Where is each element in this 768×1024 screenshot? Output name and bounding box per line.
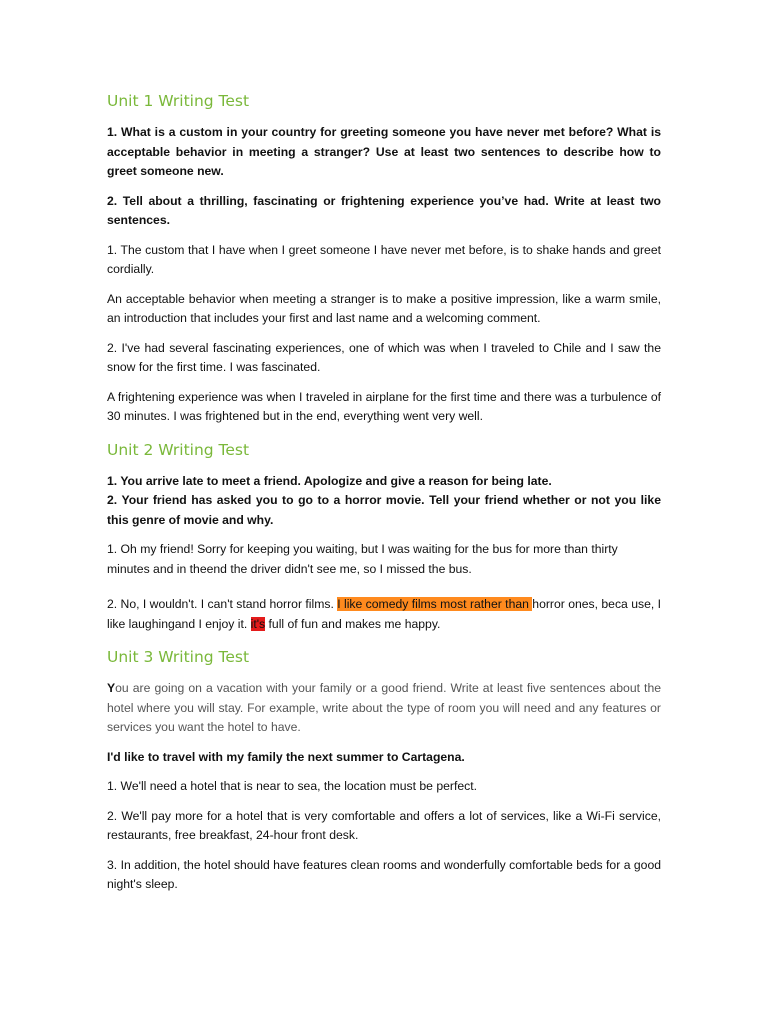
unit1-question2: 2. Tell about a thrilling, fascinating or frightening experience you’ve had. Write at least two sentences. xyxy=(107,193,661,227)
highlight-red: it's xyxy=(250,616,266,631)
unit2-question2: 2. Your friend has asked you to go to a horror movie. Tell your friend whether or not you like this genre of movie and why. xyxy=(107,493,661,527)
highlight-orange: I like comedy films most rather than xyxy=(337,597,533,611)
unit1-title: Unit 1 Writing Test xyxy=(107,92,250,110)
unit2-answer2-part2: horror ones, beca use, I like laughingand I enjoy it. xyxy=(107,597,662,631)
unit2-section xyxy=(107,437,661,635)
document-page xyxy=(107,88,661,905)
unit1-answer1b: An acceptable behavior when meeting a stranger is to make a positive impression, like a warm smile, an introduction that includes your first and last name and a welcoming comment. xyxy=(107,291,661,325)
unit3-answer1: 1. We'll need a hotel that is near to sea, the location must be perfect. xyxy=(107,779,477,793)
unit1-answer1a: 1. The custom that I have when I greet someone I have never met before, is to shake hands and greet cordially. xyxy=(107,242,661,276)
unit2-questions xyxy=(107,472,661,531)
unit2-title: Unit 2 Writing Test xyxy=(107,440,250,459)
unit2-answer2-part3: full of fun and makes me happy. xyxy=(265,616,441,631)
unit2-question1: 1. You arrive late to meet a friend. Apologize and give a reason for being late. xyxy=(107,473,552,488)
unit3-prompt xyxy=(107,679,661,738)
unit3-title: Unit 3 Writing Test xyxy=(107,648,250,666)
unit1-answer2a: 2. I've had several fascinating experiences, one of which was when I traveled to Chile and I saw the snow for the first time. I was fascinated. xyxy=(107,340,661,374)
unit3-intro: I'd like to travel with my family the next summer to Cartagena. xyxy=(107,749,465,764)
unit3-prompt-text: ou are going on a vacation with your family or a good friend. Write at least five sentences about the hotel where you will stay. For example, write about the type of room you will need and any features or services you want the hotel to have. xyxy=(107,681,661,734)
unit2-answer2-part1: 2. No, I wouldn't. I can't stand horror films. xyxy=(107,597,338,611)
unit3-answer3: 3. In addition, the hotel should have features clean rooms and wonderfully comfortable beds for a good night's sleep. xyxy=(107,857,661,891)
unit3-prompt-first-letter: Y xyxy=(107,681,116,695)
unit3-section xyxy=(107,644,661,895)
unit2-answer1: 1. Oh my friend! Sorry for keeping you waiting, but I was waiting for the bus for more than thirty minutes and in theend the driver didn't see me, so I missed the bus. xyxy=(107,542,618,576)
unit1-question1: 1. What is a custom in your country for greeting someone you have never met before? What is acceptable behavior in meeting a stranger? Use at least two sentences to describe how to greet someone new. xyxy=(107,125,661,178)
unit1-answer2b: A frightening experience was when I traveled in airplane for the first time and there was a turbulence of 30 minutes. I was frightened but in the end, everything went very well. xyxy=(107,389,661,423)
unit3-answer2: 2. We'll pay more for a hotel that is very comfortable and offers a lot of services, like a Wi-Fi service, restaurants, free breakfast, 24-hour front desk. xyxy=(107,808,661,842)
unit1-section xyxy=(107,88,661,427)
unit2-answer2 xyxy=(107,595,661,634)
